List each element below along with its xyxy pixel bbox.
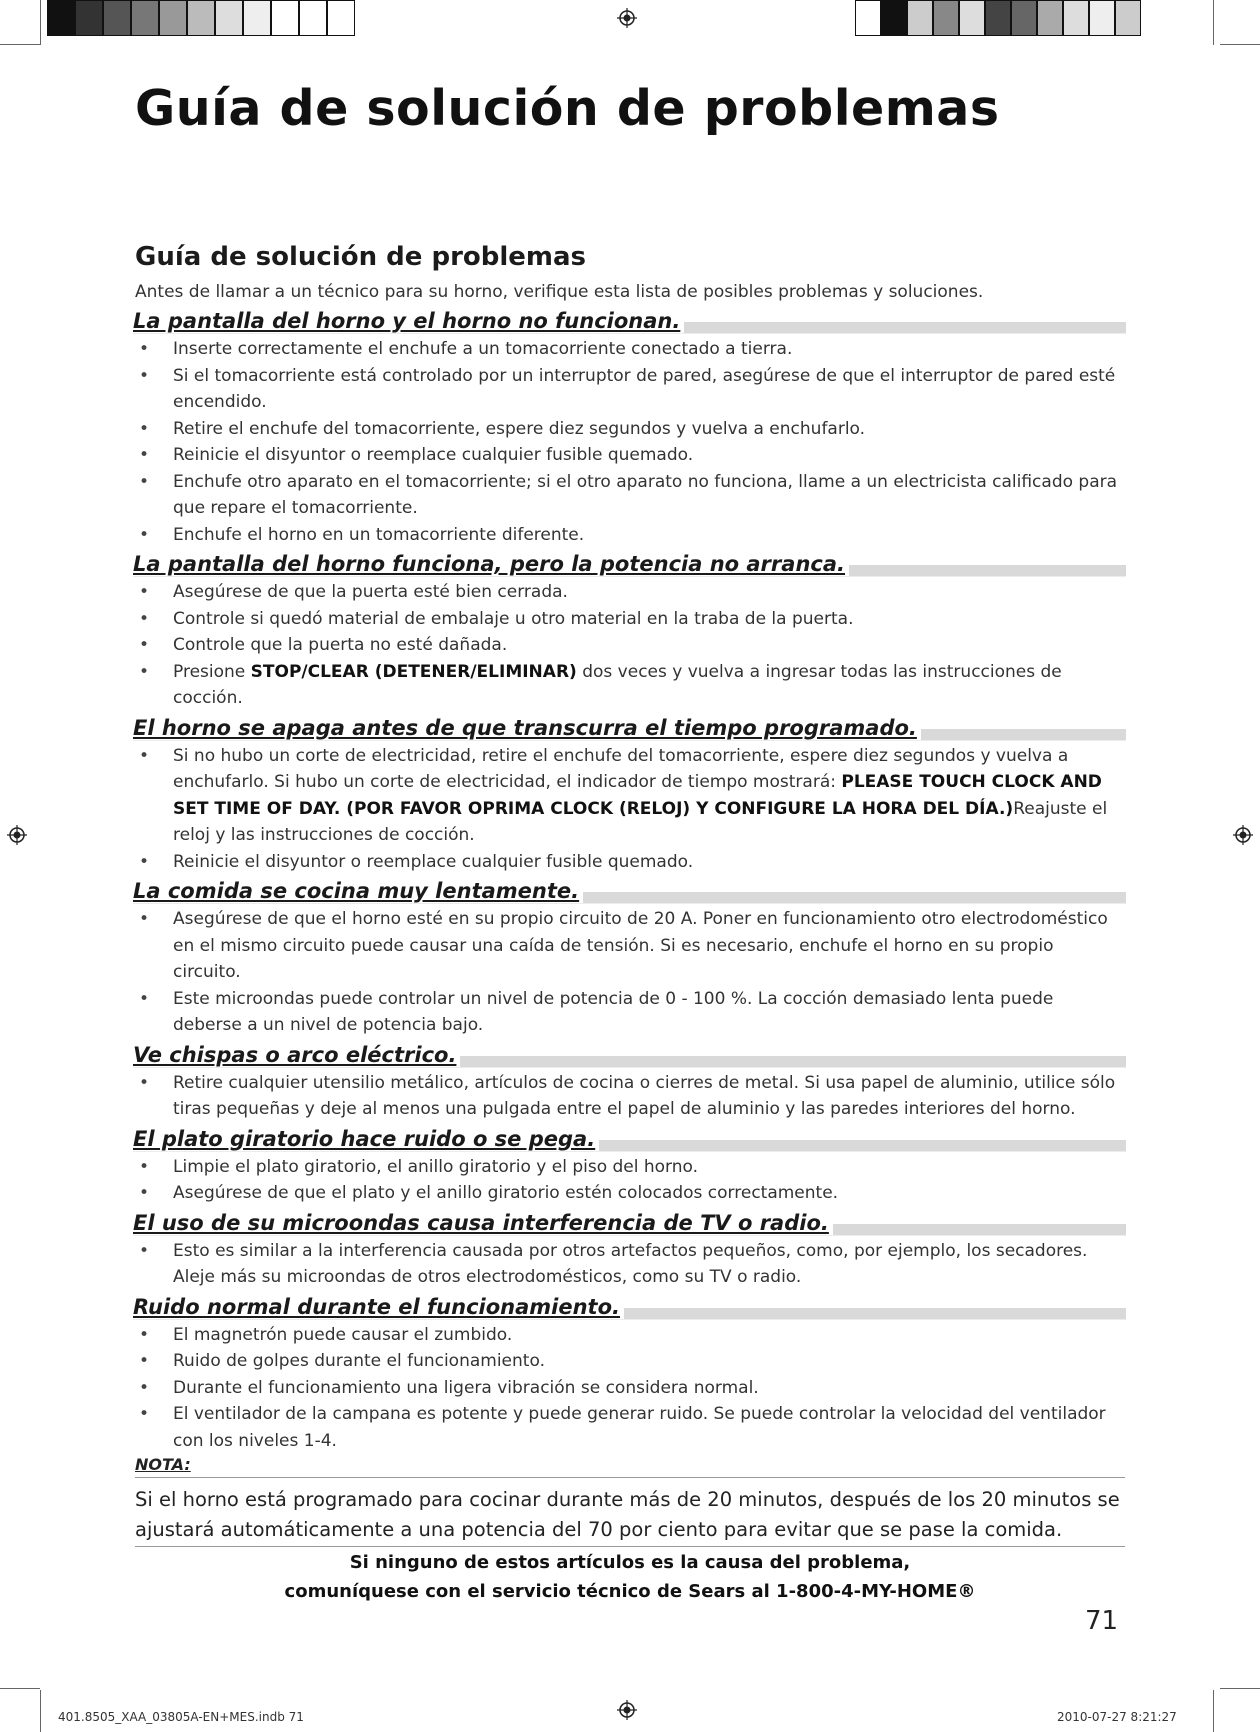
list-item: • Limpie el plato giratorio, el anillo giratorio y el piso del horno. [173, 1154, 1126, 1181]
print-color-bar-left [47, 0, 355, 36]
list-item: • Reinicie el disyuntor o reemplace cualquier fusible quemado. [173, 442, 1126, 469]
crop-mark [1220, 1688, 1260, 1689]
list-item: • Presione STOP/CLEAR (DETENER/ELIMINAR) dos veces y vuelva a ingresar todas las instrucciones de cocción. [173, 659, 1126, 712]
registration-mark-icon [617, 8, 637, 28]
list-item: • Enchufe el horno en un tomacorriente diferente. [173, 522, 1126, 549]
crop-mark [40, 1690, 41, 1732]
crop-mark [0, 44, 40, 45]
list-item: • Asegúrese de que la puerta esté bien cerrada. [173, 579, 1126, 606]
solution-list [133, 1238, 1126, 1291]
contact-info [135, 1548, 1125, 1606]
solution-list [133, 1322, 1126, 1455]
list-item: • Retire cualquier utensilio metálico, artículos de cocina o cierres de metal. Si usa papel de aluminio, utilice sólo tiras pequeñas y deje al menos una pulgada entre el papel de aluminio y las paredes interiores del horno. [173, 1070, 1126, 1123]
contact-line: Si ninguno de estos artículos es la causa del problema, [349, 1552, 911, 1573]
page-number: 71 [1085, 1606, 1119, 1636]
solution-list [133, 579, 1126, 712]
footer-timestamp: 2010-07-27 8:21:27 [1057, 1710, 1177, 1724]
list-item: • Inserte correctamente el enchufe a un tomacorriente conectado a tierra. [173, 336, 1126, 363]
solution-list [133, 1070, 1126, 1123]
crop-mark [1220, 44, 1260, 45]
list-item: • Reinicie el disyuntor o reemplace cualquier fusible quemado. [173, 849, 1126, 876]
list-item: • Controle que la puerta no esté dañada. [173, 632, 1126, 659]
list-item: • Controle si quedó material de embalaje u otro material en la traba de la puerta. [173, 606, 1126, 633]
registration-mark-icon [7, 825, 27, 845]
display-message: PLEASE TOUCH CLOCK AND SET TIME OF DAY. (POR FAVOR OPRIMA CLOCK (RELOJ) Y CONFIGURE LA HORA DEL DÍA.) [173, 772, 1102, 819]
list-item: • Asegúrese de que el horno esté en su propio circuito de 20 A. Poner en funcionamiento otro electrodoméstico en el mismo circuito puede causar una caída de tensión. Si es necesario, enchufe el horno en su propio circuito. [173, 906, 1126, 986]
list-item: • Ruido de golpes durante el funcionamiento. [173, 1348, 1126, 1375]
list-item: • Si no hubo un corte de electricidad, retire el enchufe del tomacorriente, espere diez segundos y vuelva a enchufarlo. Si hubo un corte de electricidad, el indicador de tiempo mostrará: PLEASE TOUCH CLOCK AND SET TIME OF DAY. (POR FAVOR OPRIMA CLOCK (RELOJ) Y CONFIGURE LA HORA DEL DÍA.)Reajuste el reloj y las instrucciones de cocción. [173, 743, 1126, 849]
note-text: Si el horno está programado para cocinar durante más de 20 minutos, después de los 20 minutos se ajustará automáticamente a una potencia del 70 por ciento para evitar que se pase la comida. [135, 1488, 1120, 1541]
solution-list [133, 743, 1126, 876]
crop-mark [1213, 0, 1214, 45]
problem-heading: El plato giratorio hace ruido o se pega. [133, 1123, 1126, 1154]
troubleshooting-list [133, 305, 1126, 1454]
list-item: • Enchufe otro aparato en el tomacorriente; si el otro aparato no funciona, llame a un electricista calificado para que repare el tomacorriente. [173, 469, 1126, 522]
list-item: • Si el tomacorriente está controlado por un interruptor de pared, asegúrese de que el interruptor de pared esté encendido. [173, 363, 1126, 416]
list-item: • Esto es similar a la interferencia causada por otros artefactos pequeños, como, por ejemplo, los secadores. Aleje más su microondas de otros electrodomésticos, como su TV o radio. [173, 1238, 1126, 1291]
crop-mark [0, 1688, 40, 1689]
list-item: • Asegúrese de que el plato y el anillo giratorio estén colocados correctamente. [173, 1180, 1126, 1207]
problem-heading: Ruido normal durante el funcionamiento. [133, 1291, 1126, 1322]
footer-file-info: 401.8505_XAA_03805A-EN+MES.indb 71 [58, 1710, 304, 1724]
problem-heading: La pantalla del horno funciona, pero la potencia no arranca. [133, 548, 1126, 579]
intro-text: Antes de llamar a un técnico para su horno, verifique esta lista de posibles problemas y soluciones. [135, 282, 984, 302]
divider [135, 1477, 1125, 1478]
list-item: • Retire el enchufe del tomacorriente, espere diez segundos y vuelva a enchufarlo. [173, 416, 1126, 443]
registration-mark-icon [1233, 825, 1253, 845]
list-item: • El ventilador de la campana es potente y puede generar ruido. Se puede controlar la velocidad del ventilador con los niveles 1-4. [173, 1401, 1126, 1454]
registration-mark-icon [617, 1700, 637, 1720]
crop-mark [40, 0, 41, 45]
solution-list [133, 336, 1126, 548]
list-item: • El magnetrón puede causar el zumbido. [173, 1322, 1126, 1349]
problem-heading: El horno se apaga antes de que transcurra el tiempo programado. [133, 712, 1126, 743]
button-name: STOP/CLEAR (DETENER/ELIMINAR) [250, 661, 577, 682]
solution-list [133, 906, 1126, 1039]
note-label: NOTA: [135, 1455, 191, 1474]
divider [135, 1546, 1125, 1547]
problem-heading: La pantalla del horno y el horno no funcionan. [133, 305, 1126, 336]
problem-heading: Ve chispas o arco eléctrico. [133, 1039, 1126, 1070]
list-item: • Este microondas puede controlar un nivel de potencia de 0 - 100 %. La cocción demasiado lenta puede deberse a un nivel de potencia bajo. [173, 986, 1126, 1039]
problem-heading: La comida se cocina muy lentamente. [133, 875, 1126, 906]
contact-line: comuníquese con el servicio técnico de Sears al 1-800-4-MY-HOME® [284, 1581, 976, 1602]
page-title: Guía de solución de problemas [135, 80, 1000, 137]
print-color-bar-right [855, 0, 1141, 36]
list-item: • Durante el funcionamiento una ligera vibración se considera normal. [173, 1375, 1126, 1402]
solution-list [133, 1154, 1126, 1207]
crop-mark [1213, 1690, 1214, 1732]
problem-heading: El uso de su microondas causa interferencia de TV o radio. [133, 1207, 1126, 1238]
section-title: Guía de solución de problemas [135, 242, 587, 272]
